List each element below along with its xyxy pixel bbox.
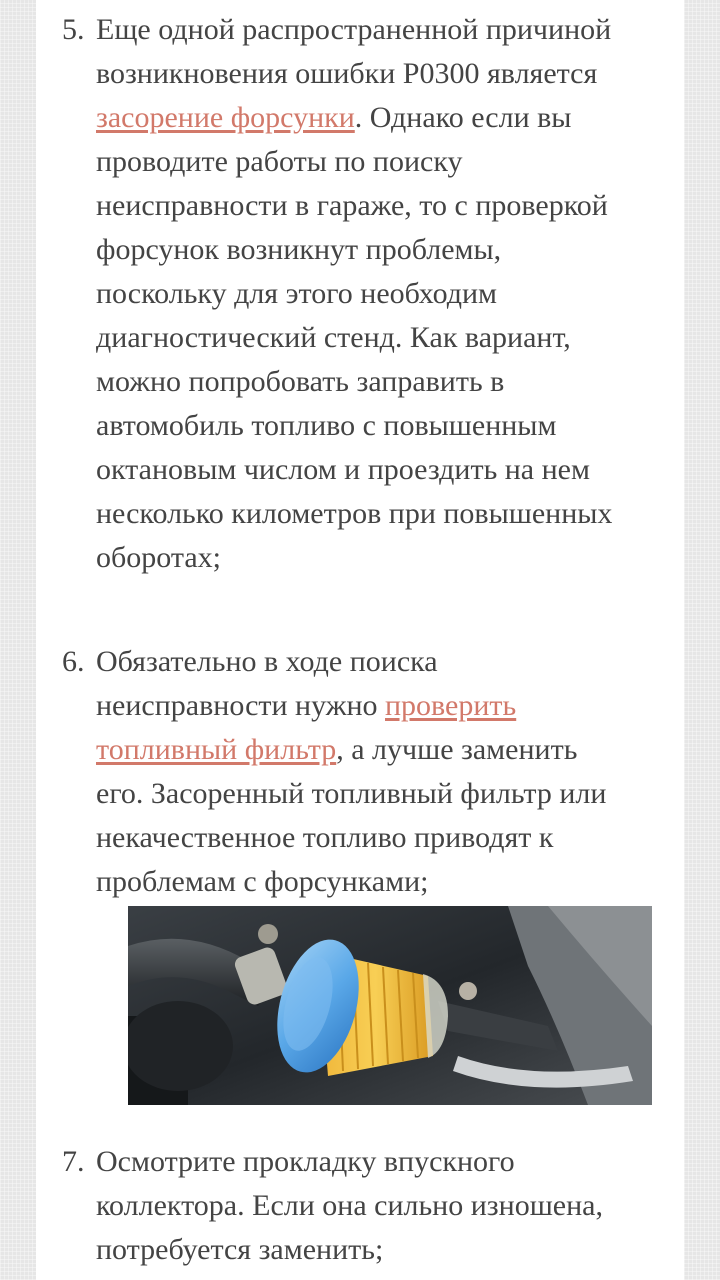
list-number: 6. xyxy=(62,645,85,678)
injector-clogging-link[interactable]: засорение форсунки xyxy=(96,101,355,134)
list-item-text xyxy=(96,8,628,580)
list-item-text-before: Еще одной распространенной причиной возникновения ошибки P0300 является xyxy=(96,13,612,90)
list-number: 5. xyxy=(62,13,85,46)
list-number: 7. xyxy=(62,1145,85,1178)
check-fuel-filter-link[interactable]: проверить топливный фильтр xyxy=(96,689,517,766)
list-item xyxy=(62,8,628,580)
list-item-text-before: Обязательно в ходе поиска неисправности нужно xyxy=(96,645,438,722)
list-item-text-after: , а лучше заменить его. Засоренный топливный фильтр или некачественное топливо приводят к проблемам с форсунками; xyxy=(96,733,607,898)
list-item-text xyxy=(96,640,628,904)
list-item-text: Осмотрите прокладку впускного коллектора. Если она сильно изношена, потребуется заменить; xyxy=(96,1145,603,1266)
fuel-filter-photo xyxy=(128,906,652,1105)
list-item xyxy=(62,640,628,904)
content-column xyxy=(36,0,684,1280)
list-item-text-after: . Однако если вы проводите работы по поиску неисправности в гараже, то с проверкой форсунок возникнут проблемы, поскольку для этого необходим диагностический стенд. Как вариант, можно попробовать заправить в автомобиль топливо с повышенным октановым числом и проездить на нем несколько километров при повышенных оборотах; xyxy=(96,101,613,574)
list-item xyxy=(62,1140,628,1272)
